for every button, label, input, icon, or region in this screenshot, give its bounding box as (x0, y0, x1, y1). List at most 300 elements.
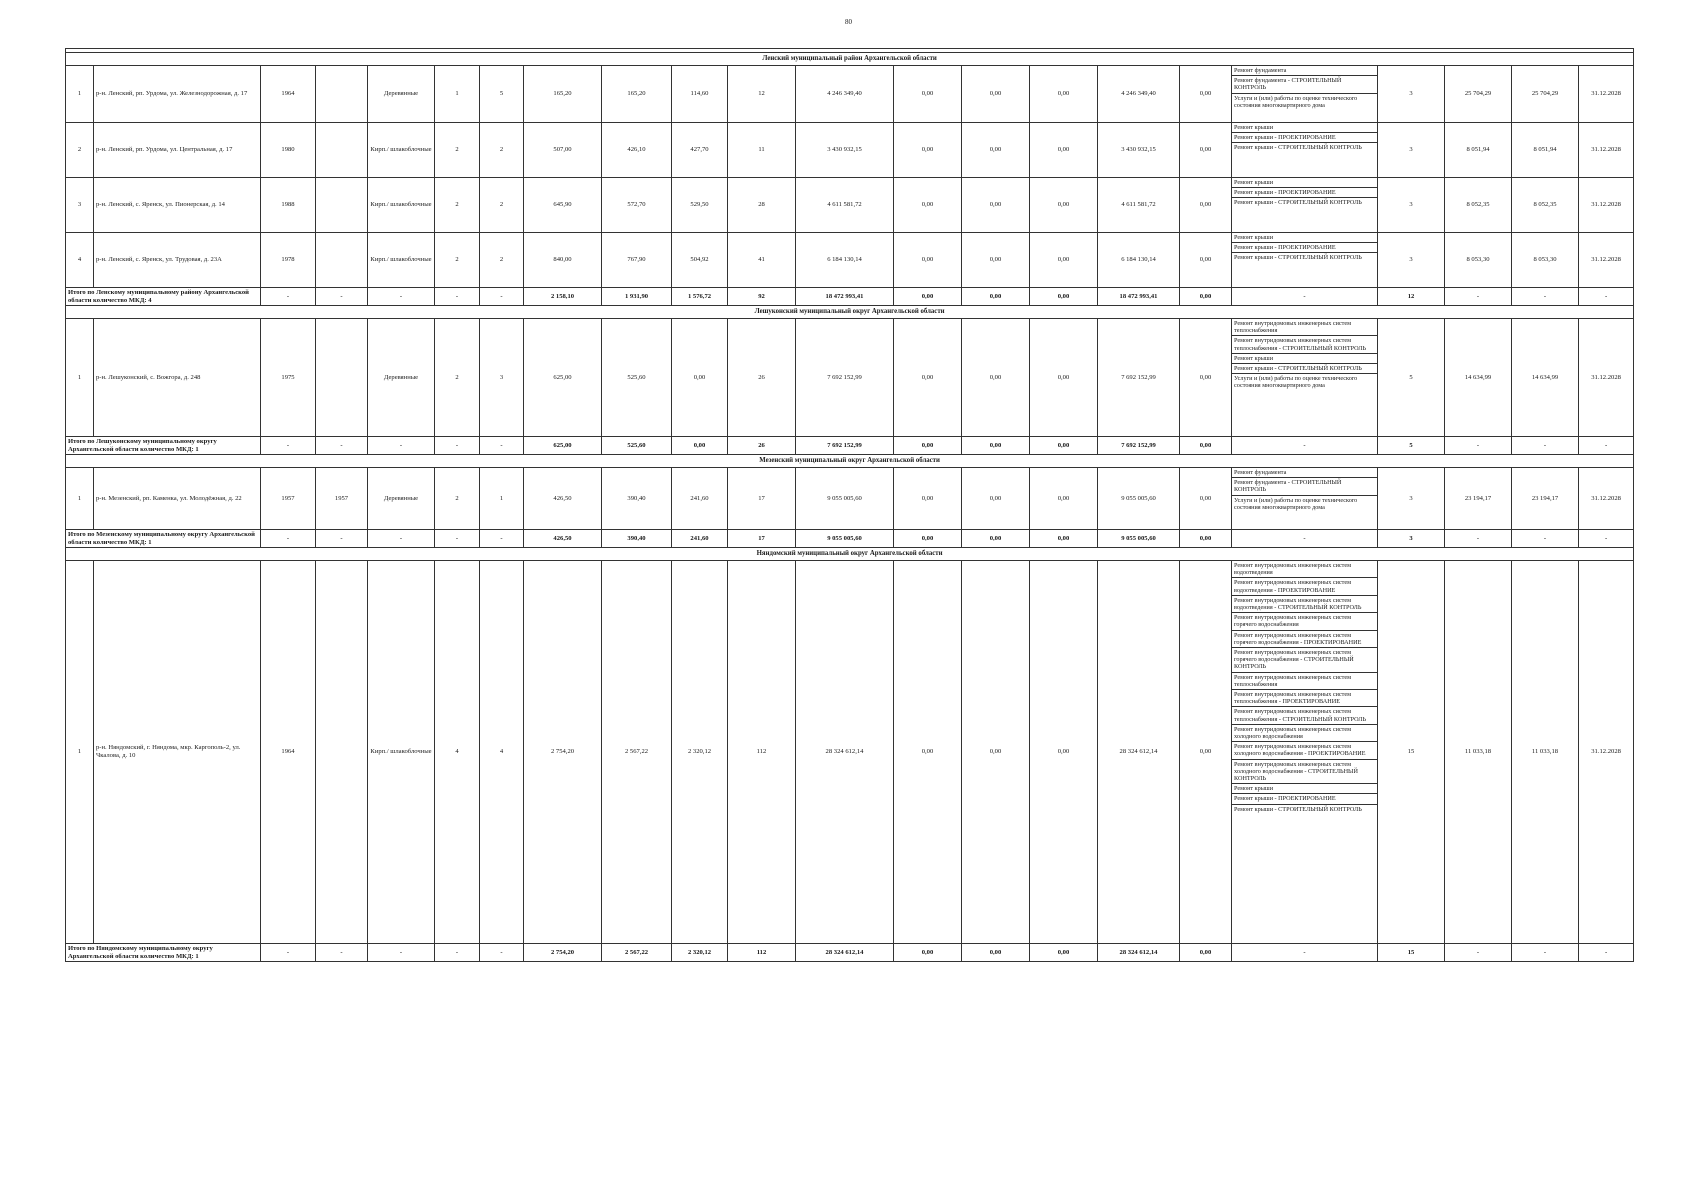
cell-n: 4 (66, 233, 94, 288)
total-row (66, 530, 1634, 548)
cell-area-living: 2 567,22 (602, 561, 672, 944)
cell-fund-fed: 0,00 (894, 233, 962, 288)
cell-unit-cost: 14 634,99 (1445, 319, 1512, 437)
works-list-cell (1232, 319, 1378, 437)
cell-residents: 12 (728, 66, 796, 123)
section-title: Мезенский муниципальный округ Архангельской области (66, 455, 1634, 468)
cell-floors: 2 (435, 123, 480, 178)
cell-cost-total: 6 184 130,14 (796, 233, 894, 288)
cell-deadline: 31.12.2028 (1579, 561, 1634, 944)
cell-n: 1 (66, 561, 94, 944)
dash-cell: - (1232, 530, 1378, 548)
total-area-res: 241,60 (672, 530, 728, 548)
dash-cell: - (1232, 288, 1378, 306)
cell-fund-other: 0,00 (1180, 468, 1232, 530)
cell-area-res: 2 320,12 (672, 561, 728, 944)
table-row (66, 468, 1634, 530)
dash-cell: - (316, 288, 368, 306)
cell-walls: Кирп./ шлакоблочные (368, 178, 435, 233)
work-item: Услуги и (или) работы по оценке технического состояния многоквартирного дома (1234, 375, 1358, 390)
cell-fund-mun: 0,00 (1030, 468, 1098, 530)
dash-cell: - (316, 437, 368, 455)
cell-year-reconstr: 1957 (316, 468, 368, 530)
works-list (1232, 178, 1377, 208)
cell-floors: 2 (435, 233, 480, 288)
cell-residents: 41 (728, 233, 796, 288)
cell-n: 2 (66, 123, 94, 178)
dash-cell: - (261, 530, 316, 548)
work-item: Ремонт внутридомовых инженерных систем холодного водоснабжения - СТРОИТЕЛЬНЫЙ КОНТРОЛЬ (1232, 760, 1377, 785)
cell-fund-fed: 0,00 (894, 123, 962, 178)
cell-floors: 1 (435, 66, 480, 123)
cell-cost-total: 4 611 581,72 (796, 178, 894, 233)
cell-cost-total: 9 055 005,60 (796, 468, 894, 530)
cell-area-res: 114,60 (672, 66, 728, 123)
cell-fund-other: 0,00 (1180, 561, 1232, 944)
dash-cell: - (435, 944, 480, 962)
dash-cell: - (261, 437, 316, 455)
cell-area-total: 507,00 (524, 123, 602, 178)
cell-fund-mun: 0,00 (1030, 233, 1098, 288)
works-list (1232, 233, 1377, 263)
cell-fund-other: 0,00 (1180, 178, 1232, 233)
total-area-living: 2 567,22 (602, 944, 672, 962)
cell-year-built: 1964 (261, 66, 316, 123)
works-list-cell (1232, 66, 1378, 123)
work-item: Ремонт фундамента - СТРОИТЕЛЬНЫЙ КОНТРОЛЬ (1232, 478, 1377, 495)
cell-deadline: 31.12.2028 (1579, 468, 1634, 530)
section-header-row (66, 455, 1634, 468)
total-row (66, 288, 1634, 306)
cell-area-total: 645,90 (524, 178, 602, 233)
total-area-living: 525,60 (602, 437, 672, 455)
cell-area-total: 625,00 (524, 319, 602, 437)
work-item: Ремонт крыши - ПРОЕКТИРОВАНИЕ (1232, 133, 1377, 143)
cell-fund-owners: 4 611 581,72 (1098, 178, 1180, 233)
cell-year-built: 1978 (261, 233, 316, 288)
cell-area-res: 427,70 (672, 123, 728, 178)
cell-cost-total: 7 692 152,99 (796, 319, 894, 437)
cell-residents: 11 (728, 123, 796, 178)
cell-area-living: 390,40 (602, 468, 672, 530)
work-item: Ремонт фундамента (1232, 66, 1377, 76)
cell-fund-reg: 0,00 (962, 66, 1030, 123)
cell-fund-reg: 0,00 (962, 123, 1030, 178)
cell-deadline: 31.12.2028 (1579, 319, 1634, 437)
work-item: Ремонт крыши - СТРОИТЕЛЬНЫЙ КОНТРОЛЬ (1232, 364, 1377, 374)
section-header-row (66, 306, 1634, 319)
work-item: Ремонт внутридомовых инженерных систем теплоснабжения (1232, 673, 1377, 690)
total-label: Итого по Няндомскому муниципальному округу Архангельской области количество МКД: 1 (66, 944, 261, 962)
cell-walls: Кирп./ шлакоблочные (368, 233, 435, 288)
dash-cell: - (316, 530, 368, 548)
total-fund-reg: 0,00 (962, 437, 1030, 455)
cell-floors: 2 (435, 178, 480, 233)
total-residents: 17 (728, 530, 796, 548)
cell-fund-owners: 6 184 130,14 (1098, 233, 1180, 288)
cell-area-res: 241,60 (672, 468, 728, 530)
cell-n: 3 (66, 178, 94, 233)
work-item: Услуги и (или) работы по оценке технического состояния многоквартирного дома (1234, 496, 1358, 511)
table-row (66, 233, 1634, 288)
total-works-count: 5 (1378, 437, 1445, 455)
work-item: Ремонт внутридомовых инженерных систем горячего водоснабжения (1232, 613, 1377, 630)
section-title: Ленский муниципальный район Архангельской области (66, 53, 1634, 66)
works-list (1232, 123, 1377, 153)
total-residents: 92 (728, 288, 796, 306)
total-fund-other: 0,00 (1180, 437, 1232, 455)
cell-area-total: 2 754,20 (524, 561, 602, 944)
total-fund-owners: 28 324 612,14 (1098, 944, 1180, 962)
cell-deadline: 31.12.2028 (1579, 123, 1634, 178)
total-area-living: 1 931,90 (602, 288, 672, 306)
dash-cell: - (1579, 944, 1634, 962)
section-title: Няндомский муниципальный округ Архангельской области (66, 548, 1634, 561)
total-fund-mun: 0,00 (1030, 530, 1098, 548)
work-item: Ремонт крыши - СТРОИТЕЛЬНЫЙ КОНТРОЛЬ (1234, 254, 1362, 262)
cell-fund-mun: 0,00 (1030, 178, 1098, 233)
total-label: Итого по Ленскому муниципальному району Архангельской области количество МКД: 4 (66, 288, 261, 306)
dash-cell: - (435, 288, 480, 306)
dash-cell: - (1232, 437, 1378, 455)
cell-unit-cost-max: 14 634,99 (1512, 319, 1579, 437)
cell-fund-reg: 0,00 (962, 468, 1030, 530)
dash-cell: - (480, 944, 524, 962)
works-list-cell (1232, 561, 1378, 944)
cell-area-living: 572,70 (602, 178, 672, 233)
cell-fund-owners: 7 692 152,99 (1098, 319, 1180, 437)
cell-entrances: 2 (480, 178, 524, 233)
total-cost-total: 7 692 152,99 (796, 437, 894, 455)
cell-area-living: 165,20 (602, 66, 672, 123)
cell-fund-fed: 0,00 (894, 561, 962, 944)
work-item: Ремонт крыши - СТРОИТЕЛЬНЫЙ КОНТРОЛЬ (1234, 144, 1362, 152)
cell-residents: 112 (728, 561, 796, 944)
cell-residents: 26 (728, 319, 796, 437)
work-item: Ремонт крыши (1232, 178, 1377, 188)
total-label: Итого по Мезенскому муниципальному округу Архангельской области количество МКД: 1 (66, 530, 261, 548)
total-fund-owners: 9 055 005,60 (1098, 530, 1180, 548)
capital-repair-table (65, 48, 1633, 962)
cell-fund-owners: 9 055 005,60 (1098, 468, 1180, 530)
cell-works-count: 3 (1378, 468, 1445, 530)
dash-cell: - (1445, 530, 1512, 548)
dash-cell: - (1579, 437, 1634, 455)
cell-walls: Деревянные (368, 468, 435, 530)
total-fund-fed: 0,00 (894, 944, 962, 962)
dash-cell: - (368, 944, 435, 962)
total-fund-owners: 18 472 993,41 (1098, 288, 1180, 306)
work-item: Ремонт внутридомовых инженерных систем холодного водоснабжения (1232, 725, 1377, 742)
cell-year-built: 1964 (261, 561, 316, 944)
dash-cell: - (261, 944, 316, 962)
cell-fund-fed: 0,00 (894, 468, 962, 530)
cell-fund-reg: 0,00 (962, 319, 1030, 437)
cell-residents: 17 (728, 468, 796, 530)
work-item: Ремонт фундамента (1232, 468, 1377, 478)
dash-cell: - (1445, 437, 1512, 455)
table-row (66, 178, 1634, 233)
dash-cell: - (1512, 944, 1579, 962)
cell-address: р-н. Мезенский, рп. Каменка, ул. Молодёжная, д. 22 (94, 468, 261, 530)
section-header-row (66, 53, 1634, 66)
page-number: 80 (845, 18, 852, 26)
cell-fund-other: 0,00 (1180, 233, 1232, 288)
total-row (66, 437, 1634, 455)
dash-cell: - (480, 437, 524, 455)
table-row (66, 319, 1634, 437)
cell-address: р-н. Ленский, с. Яренск, ул. Трудовая, д. 23А (94, 233, 261, 288)
cell-area-total: 426,50 (524, 468, 602, 530)
works-list-cell (1232, 123, 1378, 178)
cell-fund-mun: 0,00 (1030, 123, 1098, 178)
cell-area-living: 426,10 (602, 123, 672, 178)
cell-year-reconstr (316, 123, 368, 178)
section-header-row (66, 548, 1634, 561)
work-item: Ремонт крыши - ПРОЕКТИРОВАНИЕ (1232, 243, 1377, 253)
work-item: Ремонт крыши (1232, 784, 1377, 794)
work-item: Ремонт внутридомовых инженерных систем водоотведения - СТРОИТЕЛЬНЫЙ КОНТРОЛЬ (1232, 596, 1377, 613)
total-cost-total: 18 472 993,41 (796, 288, 894, 306)
cell-cost-total: 3 430 932,15 (796, 123, 894, 178)
cell-unit-cost-max: 23 194,17 (1512, 468, 1579, 530)
work-item: Ремонт крыши - ПРОЕКТИРОВАНИЕ (1232, 188, 1377, 198)
cell-unit-cost: 8 053,30 (1445, 233, 1512, 288)
total-area-res: 0,00 (672, 437, 728, 455)
register-grid (65, 48, 1634, 962)
dash-cell: - (435, 530, 480, 548)
total-works-count: 15 (1378, 944, 1445, 962)
dash-cell: - (1512, 530, 1579, 548)
work-item: Ремонт внутридомовых инженерных систем теплоснабжения - СТРОИТЕЛЬНЫЙ КОНТРОЛЬ (1232, 336, 1377, 353)
work-item: Ремонт внутридомовых инженерных систем холодного водоснабжения - ПРОЕКТИРОВАНИЕ (1232, 742, 1377, 759)
dash-cell: - (1445, 288, 1512, 306)
works-list-cell (1232, 178, 1378, 233)
work-item: Ремонт внутридомовых инженерных систем водоотведения (1232, 561, 1377, 578)
works-list (1232, 66, 1377, 110)
cell-year-reconstr (316, 561, 368, 944)
dash-cell: - (435, 437, 480, 455)
cell-fund-reg: 0,00 (962, 561, 1030, 944)
cell-unit-cost: 23 194,17 (1445, 468, 1512, 530)
table-row (66, 123, 1634, 178)
total-cost-total: 28 324 612,14 (796, 944, 894, 962)
cell-address: р-н. Ленский, с. Яренск, ул. Пионерская, д. 14 (94, 178, 261, 233)
total-fund-fed: 0,00 (894, 530, 962, 548)
total-area-total: 2 158,10 (524, 288, 602, 306)
cell-unit-cost: 11 033,18 (1445, 561, 1512, 944)
total-row (66, 944, 1634, 962)
cell-unit-cost-max: 8 052,35 (1512, 178, 1579, 233)
cell-deadline: 31.12.2028 (1579, 178, 1634, 233)
total-residents: 112 (728, 944, 796, 962)
cell-year-reconstr (316, 178, 368, 233)
cell-area-total: 840,00 (524, 233, 602, 288)
cell-works-count: 3 (1378, 178, 1445, 233)
work-item: Ремонт крыши - СТРОИТЕЛЬНЫЙ КОНТРОЛЬ (1234, 805, 1362, 813)
cell-year-built: 1975 (261, 319, 316, 437)
cell-works-count: 5 (1378, 319, 1445, 437)
total-area-total: 426,50 (524, 530, 602, 548)
cell-fund-reg: 0,00 (962, 233, 1030, 288)
total-fund-fed: 0,00 (894, 288, 962, 306)
cell-walls: Кирп./ шлакоблочные (368, 123, 435, 178)
cell-entrances: 2 (480, 233, 524, 288)
total-fund-other: 0,00 (1180, 288, 1232, 306)
cell-n: 1 (66, 468, 94, 530)
total-fund-other: 0,00 (1180, 944, 1232, 962)
cell-unit-cost-max: 8 051,94 (1512, 123, 1579, 178)
work-item: Ремонт внутридомовых инженерных систем водоотведения - ПРОЕКТИРОВАНИЕ (1232, 578, 1377, 595)
cell-address: р-н. Лешуконский, с. Вожгора, д. 248 (94, 319, 261, 437)
total-works-count: 12 (1378, 288, 1445, 306)
cell-cost-total: 28 324 612,14 (796, 561, 894, 944)
cell-floors: 4 (435, 561, 480, 944)
work-item: Ремонт внутридомовых инженерных систем теплоснабжения (1232, 319, 1377, 336)
dash-cell: - (1512, 437, 1579, 455)
total-works-count: 3 (1378, 530, 1445, 548)
dash-cell: - (368, 288, 435, 306)
cell-cost-total: 4 246 349,40 (796, 66, 894, 123)
cell-unit-cost: 8 051,94 (1445, 123, 1512, 178)
cell-unit-cost: 8 052,35 (1445, 178, 1512, 233)
work-item: Ремонт фундамента - СТРОИТЕЛЬНЫЙ КОНТРОЛЬ (1232, 76, 1377, 93)
cell-works-count: 3 (1378, 66, 1445, 123)
cell-works-count: 3 (1378, 123, 1445, 178)
dash-cell: - (316, 944, 368, 962)
work-item: Ремонт внутридомовых инженерных систем горячего водоснабжения - ПРОЕКТИРОВАНИЕ (1232, 631, 1377, 648)
cell-address: р-н. Ленский, рп. Урдома, ул. Железнодорожная, д. 17 (94, 66, 261, 123)
cell-year-reconstr (316, 319, 368, 437)
cell-unit-cost-max: 11 033,18 (1512, 561, 1579, 944)
total-area-total: 625,00 (524, 437, 602, 455)
table-row (66, 66, 1634, 123)
cell-walls: Деревянные (368, 66, 435, 123)
works-list-cell (1232, 233, 1378, 288)
work-item: Ремонт крыши - СТРОИТЕЛЬНЫЙ КОНТРОЛЬ (1234, 199, 1362, 207)
cell-area-living: 525,60 (602, 319, 672, 437)
works-list (1232, 468, 1377, 512)
cell-fund-fed: 0,00 (894, 178, 962, 233)
cell-entrances: 5 (480, 66, 524, 123)
cell-fund-mun: 0,00 (1030, 319, 1098, 437)
cell-entrances: 2 (480, 123, 524, 178)
dash-cell: - (1579, 530, 1634, 548)
cell-n: 1 (66, 319, 94, 437)
dash-cell: - (480, 530, 524, 548)
works-list (1232, 319, 1377, 391)
dash-cell: - (368, 437, 435, 455)
works-list (1232, 561, 1377, 814)
cell-area-res: 529,50 (672, 178, 728, 233)
total-area-living: 390,40 (602, 530, 672, 548)
total-fund-owners: 7 692 152,99 (1098, 437, 1180, 455)
cell-floors: 2 (435, 319, 480, 437)
total-area-res: 1 576,72 (672, 288, 728, 306)
dash-cell: - (1512, 288, 1579, 306)
cell-entrances: 3 (480, 319, 524, 437)
total-fund-mun: 0,00 (1030, 288, 1098, 306)
cell-residents: 28 (728, 178, 796, 233)
cell-address: р-н. Ленский, рп. Урдома, ул. Центральная, д. 17 (94, 123, 261, 178)
work-item: Ремонт внутридомовых инженерных систем теплоснабжения - СТРОИТЕЛЬНЫЙ КОНТРОЛЬ (1232, 707, 1377, 724)
cell-unit-cost-max: 8 053,30 (1512, 233, 1579, 288)
work-item: Ремонт внутридомовых инженерных систем теплоснабжения - ПРОЕКТИРОВАНИЕ (1232, 690, 1377, 707)
cell-entrances: 4 (480, 561, 524, 944)
cell-address: р-н. Няндомский, г. Няндома, мкр. Каргополь-2, ул. Чкалова, д. 10 (94, 561, 261, 944)
cell-fund-owners: 28 324 612,14 (1098, 561, 1180, 944)
dash-cell: - (480, 288, 524, 306)
cell-deadline: 31.12.2028 (1579, 233, 1634, 288)
cell-area-living: 767,90 (602, 233, 672, 288)
total-fund-reg: 0,00 (962, 944, 1030, 962)
work-item: Ремонт внутридомовых инженерных систем горячего водоснабжения - СТРОИТЕЛЬНЫЙ КОНТРОЛЬ (1232, 648, 1377, 673)
cell-deadline: 31.12.2028 (1579, 66, 1634, 123)
cell-fund-mun: 0,00 (1030, 561, 1098, 944)
cell-year-reconstr (316, 66, 368, 123)
cell-floors: 2 (435, 468, 480, 530)
work-item: Ремонт крыши (1232, 354, 1377, 364)
cell-fund-mun: 0,00 (1030, 66, 1098, 123)
cell-fund-fed: 0,00 (894, 66, 962, 123)
cell-area-res: 504,92 (672, 233, 728, 288)
cell-area-res: 0,00 (672, 319, 728, 437)
works-list-cell (1232, 468, 1378, 530)
cell-fund-other: 0,00 (1180, 319, 1232, 437)
total-fund-other: 0,00 (1180, 530, 1232, 548)
cell-walls: Кирп./ шлакоблочные (368, 561, 435, 944)
total-fund-fed: 0,00 (894, 437, 962, 455)
cell-works-count: 3 (1378, 233, 1445, 288)
work-item: Услуги и (или) работы по оценке технического состояния многоквартирного дома (1234, 94, 1358, 109)
cell-n: 1 (66, 66, 94, 123)
dash-cell: - (1445, 944, 1512, 962)
dash-cell: - (1232, 944, 1378, 962)
cell-year-built: 1957 (261, 468, 316, 530)
cell-year-reconstr (316, 233, 368, 288)
dash-cell: - (1579, 288, 1634, 306)
cell-year-built: 1980 (261, 123, 316, 178)
total-fund-reg: 0,00 (962, 288, 1030, 306)
total-fund-mun: 0,00 (1030, 437, 1098, 455)
total-area-total: 2 754,20 (524, 944, 602, 962)
cell-fund-other: 0,00 (1180, 123, 1232, 178)
total-fund-reg: 0,00 (962, 530, 1030, 548)
cell-unit-cost: 25 704,29 (1445, 66, 1512, 123)
cell-works-count: 15 (1378, 561, 1445, 944)
cell-fund-reg: 0,00 (962, 178, 1030, 233)
table-row (66, 561, 1634, 944)
cell-fund-owners: 4 246 349,40 (1098, 66, 1180, 123)
cell-fund-other: 0,00 (1180, 66, 1232, 123)
total-residents: 26 (728, 437, 796, 455)
cell-area-total: 165,20 (524, 66, 602, 123)
total-cost-total: 9 055 005,60 (796, 530, 894, 548)
cell-entrances: 1 (480, 468, 524, 530)
total-area-res: 2 320,12 (672, 944, 728, 962)
cell-unit-cost-max: 25 704,29 (1512, 66, 1579, 123)
section-title: Лешуконский муниципальный округ Архангельской области (66, 306, 1634, 319)
cell-year-built: 1988 (261, 178, 316, 233)
dash-cell: - (368, 530, 435, 548)
cell-fund-owners: 3 430 932,15 (1098, 123, 1180, 178)
total-label: Итого по Лешуконскому муниципальному округу Архангельской области количество МКД: 1 (66, 437, 261, 455)
work-item: Ремонт крыши - ПРОЕКТИРОВАНИЕ (1232, 794, 1377, 804)
total-fund-mun: 0,00 (1030, 944, 1098, 962)
dash-cell: - (261, 288, 316, 306)
work-item: Ремонт крыши (1232, 233, 1377, 243)
cell-walls: Деревянные (368, 319, 435, 437)
